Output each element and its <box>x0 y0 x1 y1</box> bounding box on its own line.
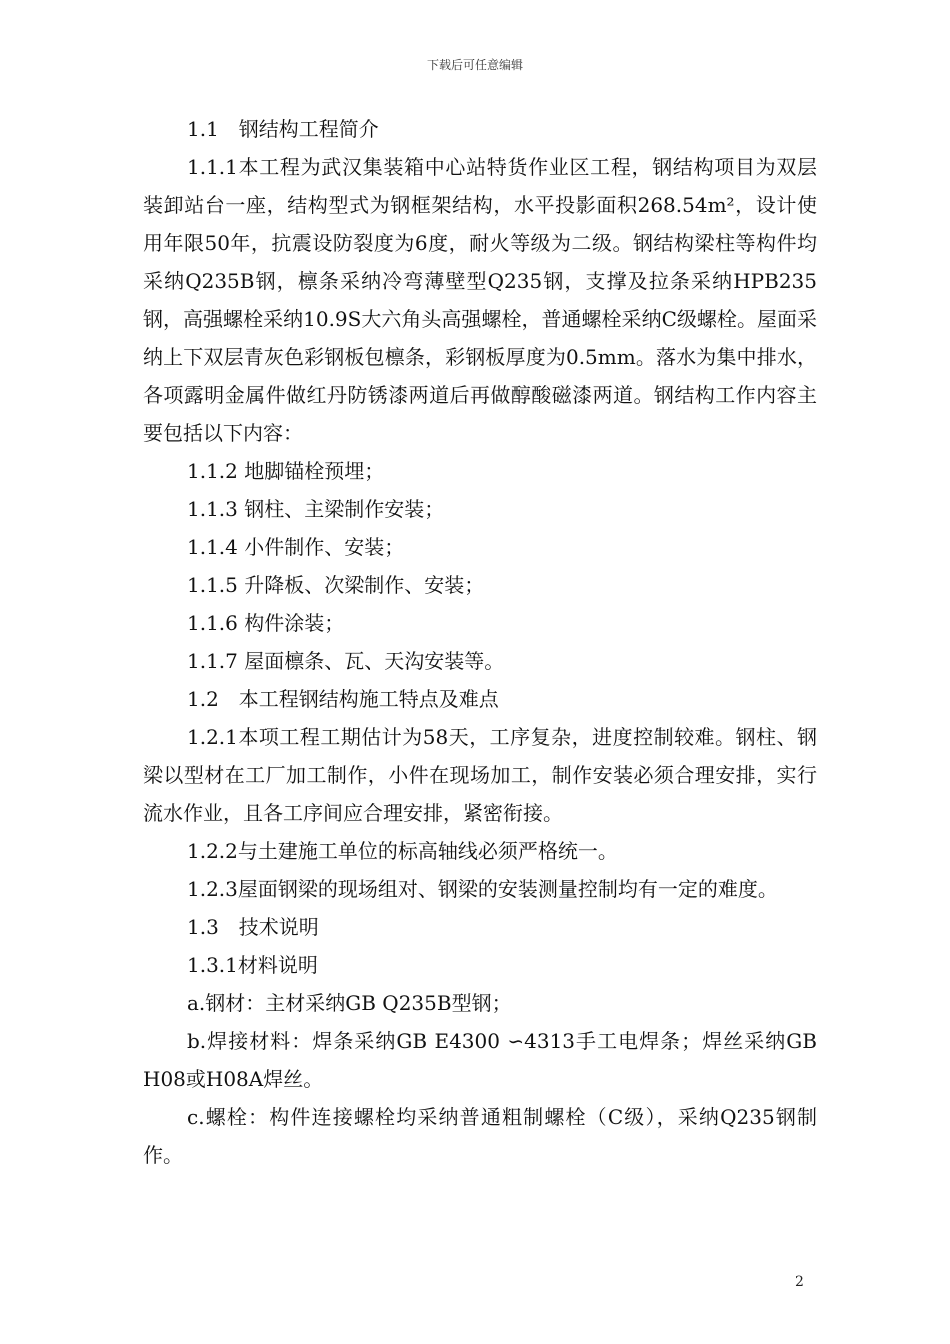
paragraph-1-2-3: 1.2.3屋面钢梁的现场组对、钢梁的安装测量控制均有一定的难度。 <box>187 877 778 901</box>
list-item-1-1-2: 1.1.2 地脚锚栓预埋； <box>187 459 385 483</box>
paragraph-1-2-1: 1.2.1本项工程工期估计为58天，工序复杂，进度控制较难。钢柱、钢梁以型材在工厂加工制作，小件在现场加工，制作安装必须合理安排，实行流水作业，且各工序间应合理安排，紧密衔接。 <box>143 725 817 825</box>
list-item-1-1-7: 1.1.7 屋面檩条、瓦、天沟安装等。 <box>187 649 505 673</box>
material-item-c: c.螺栓：构件连接螺栓均采纳普通粗制螺栓（C级），采纳Q235钢制作。 <box>143 1105 817 1167</box>
material-item-b: b.焊接材料：焊条采纳GB E4300 ∽4313手工电焊条；焊丝采纳GB H08或H08A焊丝。 <box>143 1029 817 1091</box>
section-heading-1-3: 1.3 技术说明 <box>187 915 319 939</box>
paragraph-1-2-2: 1.2.2与土建施工单位的标高轴线必须严格统一。 <box>187 839 618 863</box>
page-header: 下载后可任意编辑 <box>426 58 523 72</box>
list-item-1-1-4: 1.1.4 小件制作、安装； <box>187 535 405 559</box>
section-heading-1-1: 1.1 钢结构工程简介 <box>187 117 379 141</box>
material-item-a: a.钢材：主材采纳GB Q235B型钢； <box>187 991 512 1015</box>
subheading-1-3-1: 1.3.1材料说明 <box>187 953 318 977</box>
paragraph-1-1-1: 1.1.1本工程为武汉集装箱中心站特货作业区工程，钢结构项目为双层装卸站台一座，结构型式为钢框架结构，水平投影面积268.54m²，设计使用年限50年，抗震设防裂度为6度，耐火等级为二级。钢结构梁柱等构件均采纳Q235B钢，檩条采纳冷弯薄壁型Q235钢，支撑及拉条采纳HPB235钢，高强螺栓采纳10.9S大六角头高强螺栓，普通螺栓采纳C级螺栓。屋面采纳上下双层青灰色彩钢板包檩条，彩钢板厚度为0.5mm。落水为集中排水，各项露明金属件做红丹防锈漆两道后再做醇酸磁漆两道。钢结构工作内容主要包括以下内容： <box>143 155 817 445</box>
list-item-1-1-6: 1.1.6 构件涂装； <box>187 611 345 635</box>
section-heading-1-2: 1.2 本工程钢结构施工特点及难点 <box>187 687 499 711</box>
list-item-1-1-3: 1.1.3 钢柱、主梁制作安装； <box>187 497 445 521</box>
document-body <box>143 110 817 1174</box>
page-number: 2 <box>795 1274 804 1290</box>
list-item-1-1-5: 1.1.5 升降板、次梁制作、安装； <box>187 573 485 597</box>
